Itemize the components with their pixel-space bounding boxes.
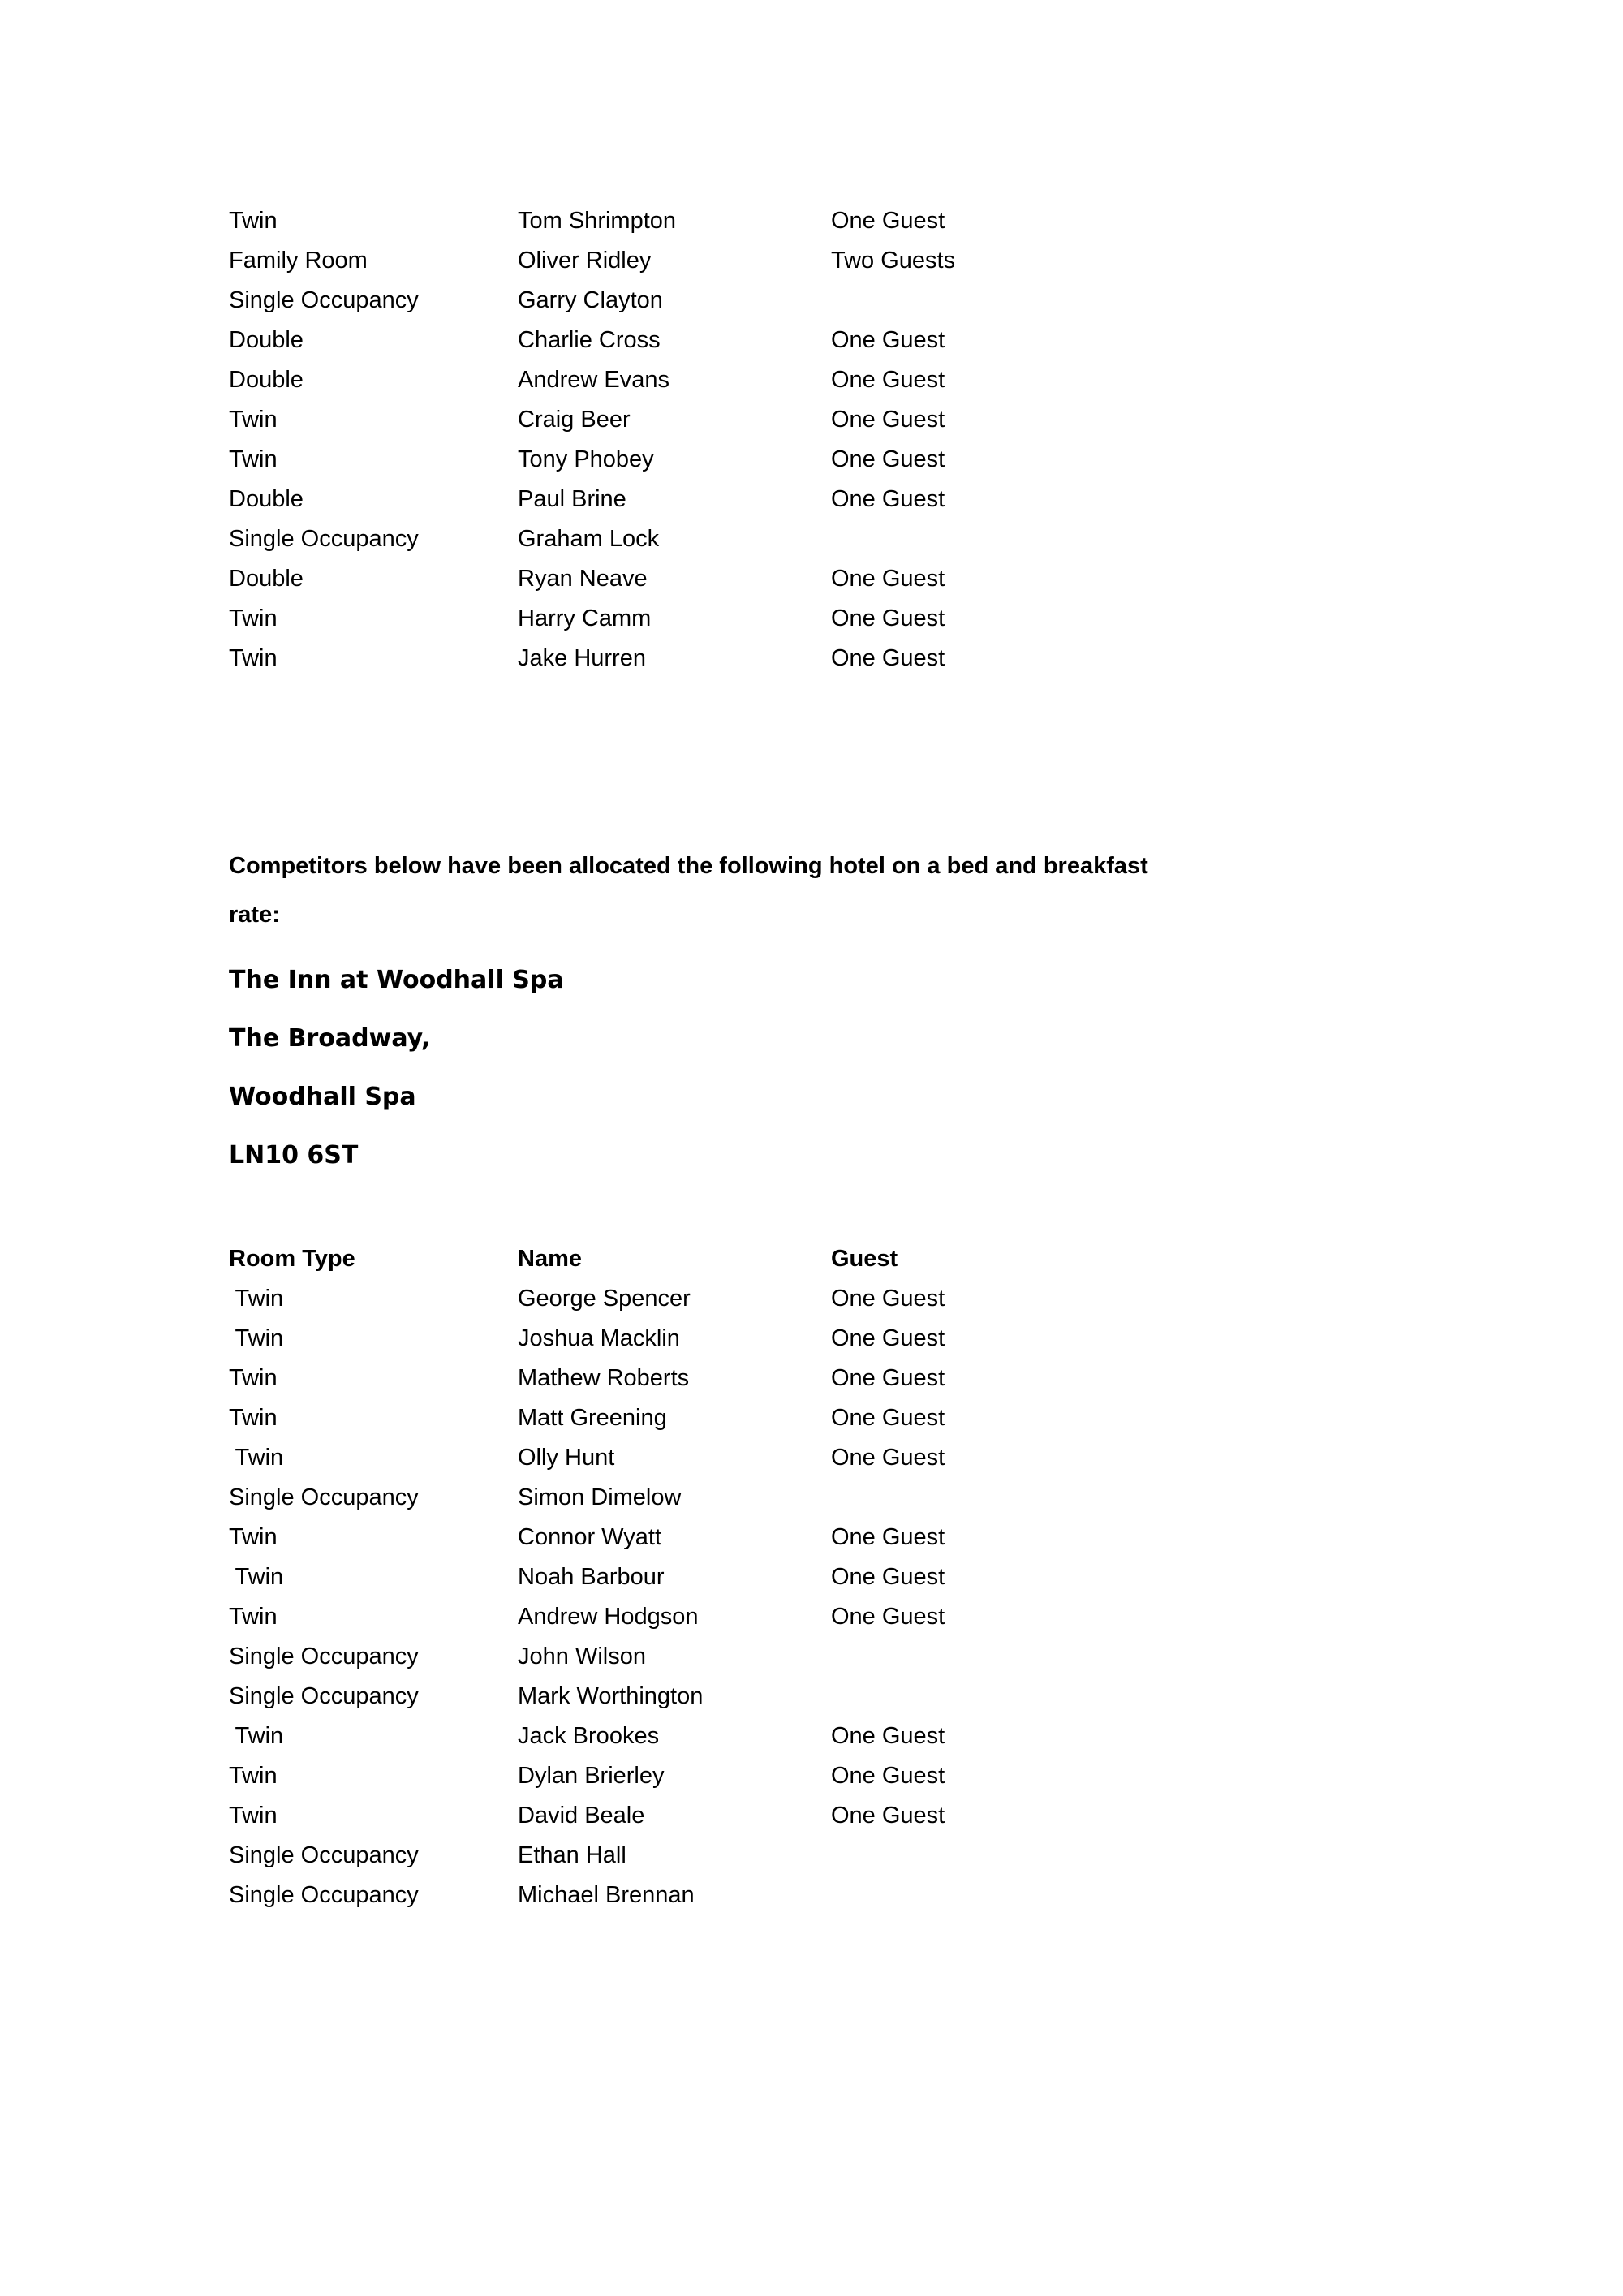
guest-cell — [831, 1478, 1156, 1518]
table-row — [229, 559, 1156, 599]
name-cell: Mark Worthington — [518, 1683, 704, 1709]
name-cell: Joshua Macklin — [518, 1325, 680, 1351]
guest-cell: One Guest — [831, 605, 945, 631]
name-cell: Ryan Neave — [518, 566, 648, 592]
name-cell: George Spencer — [518, 1286, 691, 1312]
name-cell: Charlie Cross — [518, 327, 661, 353]
guest-cell: One Guest — [831, 1524, 945, 1550]
name-cell: Garry Clayton — [518, 287, 663, 313]
hotel-postcode: LN10 6ST — [229, 1141, 359, 1170]
room-allocation-table — [229, 1239, 1156, 1915]
guest-cell: One Guest — [831, 1564, 945, 1590]
guest-cell — [831, 1836, 1156, 1876]
name-cell: Matt Greening — [518, 1405, 667, 1431]
guest-cell — [831, 1677, 1156, 1717]
hotel-address-line2: Woodhall Spa — [229, 1083, 416, 1111]
room-type-header: Room Type — [229, 1246, 355, 1272]
guest-cell: One Guest — [831, 446, 945, 472]
table-row — [229, 1438, 1156, 1478]
guest-cell: One Guest — [831, 367, 945, 393]
table-row — [229, 599, 1156, 639]
room-type-cell: Twin — [229, 1365, 278, 1391]
room-type-cell: Twin — [229, 1604, 278, 1630]
table-row — [229, 480, 1156, 519]
room-type-cell: Twin — [229, 1763, 278, 1789]
guest-cell: One Guest — [831, 1803, 945, 1829]
table-row — [229, 639, 1156, 678]
room-type-cell: Twin — [229, 605, 278, 631]
table-header-row — [229, 1239, 1156, 1279]
name-cell: Tony Phobey — [518, 446, 654, 472]
room-type-cell: Family Room — [229, 248, 368, 274]
room-type-cell: Twin — [229, 1723, 284, 1749]
table-row — [229, 1876, 1156, 1915]
table-row — [229, 1398, 1156, 1438]
room-type-cell: Twin — [229, 208, 278, 234]
guest-cell: One Guest — [831, 1604, 945, 1630]
guest-cell: One Guest — [831, 407, 945, 433]
table-row — [229, 1637, 1156, 1677]
name-cell: Harry Camm — [518, 605, 652, 631]
name-cell: Simon Dimelow — [518, 1484, 682, 1510]
table-row — [229, 1756, 1156, 1796]
room-type-cell: Double — [229, 327, 304, 353]
name-cell: Connor Wyatt — [518, 1524, 662, 1550]
guest-cell: One Guest — [831, 1405, 945, 1431]
room-type-cell: Single Occupancy — [229, 1643, 419, 1669]
name-cell: Graham Lock — [518, 526, 660, 552]
guest-cell — [831, 1637, 1156, 1677]
room-type-cell: Single Occupancy — [229, 1842, 419, 1868]
name-cell: John Wilson — [518, 1643, 646, 1669]
room-type-cell: Twin — [229, 1524, 278, 1550]
room-type-cell: Twin — [229, 1325, 284, 1351]
table-row — [229, 1279, 1156, 1319]
table-row — [229, 1518, 1156, 1557]
room-type-cell: Double — [229, 486, 304, 512]
room-type-cell: Single Occupancy — [229, 287, 419, 313]
guest-cell: One Guest — [831, 486, 945, 512]
room-type-cell: Single Occupancy — [229, 526, 419, 552]
table-row — [229, 281, 1156, 321]
table-row — [229, 1796, 1156, 1836]
guest-cell: One Guest — [831, 1365, 945, 1391]
guest-cell: One Guest — [831, 1286, 945, 1312]
name-cell: Paul Brine — [518, 486, 626, 512]
guest-cell: One Guest — [831, 1763, 945, 1789]
guest-header: Guest — [831, 1246, 898, 1272]
room-type-cell: Twin — [229, 1564, 284, 1590]
guest-cell — [831, 1876, 1156, 1915]
name-cell: Olly Hunt — [518, 1445, 615, 1471]
room-type-cell: Twin — [229, 446, 278, 472]
intro-paragraph: Competitors below have been allocated the following hotel on a bed and breakfast rate: — [229, 853, 1148, 928]
guest-cell — [831, 281, 1156, 321]
guest-cell: One Guest — [831, 566, 945, 592]
table-row — [229, 519, 1156, 559]
room-type-cell: Twin — [229, 1405, 278, 1431]
name-cell: Andrew Hodgson — [518, 1604, 699, 1630]
table-row — [229, 1836, 1156, 1876]
guest-cell: One Guest — [831, 1325, 945, 1351]
name-cell: Michael Brennan — [518, 1882, 695, 1908]
name-cell: Jake Hurren — [518, 645, 646, 671]
table-row — [229, 201, 1156, 241]
room-type-cell: Twin — [229, 407, 278, 433]
hotel-address-block — [229, 967, 564, 1201]
guest-cell: One Guest — [831, 1723, 945, 1749]
guest-cell: One Guest — [831, 1445, 945, 1471]
name-cell: Noah Barbour — [518, 1564, 665, 1590]
guest-cell: One Guest — [831, 645, 945, 671]
table-row — [229, 321, 1156, 360]
table-row — [229, 1677, 1156, 1717]
room-type-cell: Twin — [229, 1445, 284, 1471]
room-type-cell: Double — [229, 566, 304, 592]
hotel-address-line1: The Broadway, — [229, 1024, 431, 1053]
name-cell: Ethan Hall — [518, 1842, 626, 1868]
table-row — [229, 1597, 1156, 1637]
name-cell: Craig Beer — [518, 407, 631, 433]
guest-cell: One Guest — [831, 327, 945, 353]
guest-cell: One Guest — [831, 208, 945, 234]
room-type-cell: Twin — [229, 1803, 278, 1829]
name-cell: Andrew Evans — [518, 367, 669, 393]
table-row — [229, 1359, 1156, 1398]
hotel-name: The Inn at Woodhall Spa — [229, 966, 564, 994]
room-allocation-table-continued — [229, 201, 1156, 678]
name-header: Name — [518, 1246, 582, 1272]
table-row — [229, 1717, 1156, 1756]
room-type-cell: Single Occupancy — [229, 1683, 419, 1709]
table-row — [229, 1319, 1156, 1359]
room-type-cell: Twin — [229, 645, 278, 671]
room-type-cell: Double — [229, 367, 304, 393]
name-cell: Tom Shrimpton — [518, 208, 677, 234]
table-row — [229, 360, 1156, 400]
table-row — [229, 1478, 1156, 1518]
room-type-cell: Single Occupancy — [229, 1882, 419, 1908]
guest-cell: Two Guests — [831, 248, 956, 274]
name-cell: Dylan Brierley — [518, 1763, 665, 1789]
table-row — [229, 1557, 1156, 1597]
name-cell: David Beale — [518, 1803, 645, 1829]
table-row — [229, 440, 1156, 480]
name-cell: Oliver Ridley — [518, 248, 652, 274]
room-type-cell: Twin — [229, 1286, 284, 1312]
table-row — [229, 400, 1156, 440]
guest-cell — [831, 519, 1156, 559]
name-cell: Mathew Roberts — [518, 1365, 690, 1391]
table-row — [229, 241, 1156, 281]
room-type-cell: Single Occupancy — [229, 1484, 419, 1510]
name-cell: Jack Brookes — [518, 1723, 660, 1749]
